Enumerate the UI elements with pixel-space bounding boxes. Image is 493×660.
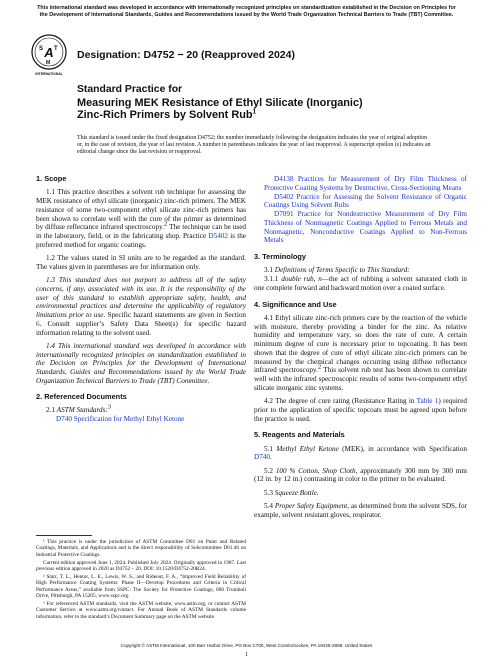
para-5-3: 5.3 Squeeze Bottle. [264, 488, 319, 497]
svg-text:M: M [46, 60, 51, 66]
ref-d5402[interactable]: D5402 Practice for Assessing the Solvent Resistance of Organic Coatings Using Solvent Rubs [264, 192, 467, 210]
section-1-heading: 1. Scope [36, 174, 67, 183]
right-column [254, 175, 467, 519]
para-3-1-1: 3.1.1 double rub, n—the act of rubbing a solvent saturated cloth in one complete forward and backward motion over a coated surface. [254, 275, 468, 292]
astm-logo [30, 31, 68, 85]
section-5-heading: 5. Reagents and Materials [254, 430, 345, 440]
para-5-2: 5.2 100 % Cotton, Shop Cloth, approximately 300 mm by 300 mm (12 in. by 12 in.) contrasting in color to the primer to be evaluated. [254, 466, 467, 484]
ref-d7091[interactable]: D7091 Practice for Nondestructive Measurement of Dry Film Thickness of Nonmagnetic Coatings Applied to Ferrous Metals and Nonmagnetic, Nonconductive Coatings Applied to Non-Ferrous Metals [264, 210, 467, 245]
para-4-1: 4.1 Ethyl silicate zinc-rich primers cure by the reaction of the vehicle with moisture, thereby providing a binder for the zinc. As relative humidity and temperature vary, so does the rate of cure. A certain minimum degree of cure is necessary prior to topcoating. It has been shown that the degree of cure of ethyl silicate zinc-rich primers can be measured by the chemical changes occurring using diffuse reflectance infrared spectroscopy.2 This solvent rub test has been shown to correlate well with the infrared spectroscopic results of some two-component ethyl silicate inorganic zinc systems. [254, 313, 467, 392]
link-d5402[interactable]: D5402 [208, 232, 228, 240]
section-3-heading: 3. Terminology [254, 252, 307, 261]
issued-note: This standard is issued under the fixed designation D4752; the number immediately following the designation indicates the year of original adoption or, in the case of revision, the year of last revision. A number in parentheses indicates the year of last reapproval. A superscript epsilon (ε) indicates an editorial change since the last revision or reapproval. [77, 135, 431, 156]
tbt-notice: This international standard was developed in accordance with internationally recognized principles on standardization established in the Decision on Principles for the Development of International Standards, Guides and Recommendations issued by the World Trade Organization Technical Barriers to Trade (TBT) Committee. [37, 5, 456, 18]
page-number: 1 [244, 651, 249, 658]
footnotes [36, 539, 246, 622]
ref-d740[interactable]: D740 Specification for Methyl Ethyl Ketone [56, 414, 185, 423]
title-line-1: Standard Practice for [77, 84, 183, 95]
para-1-2: 1.2 The values stated in SI units are to be regarded as the standard. The values given in parentheses are for information only. [36, 254, 246, 271]
svg-text:S: S [39, 46, 44, 52]
designation: Designation: D4752 − 20 (Reapproved 2024) [77, 49, 295, 61]
link-section-6[interactable]: 6 [36, 319, 40, 328]
footnote-divider [36, 535, 92, 536]
ref-d4138[interactable]: D4138 Practices for Measurement of Dry Film Thickness of Protective Coating Systems by Destructive, Cross-Sectioning Means [264, 175, 467, 192]
svg-text:T: T [54, 46, 58, 52]
section-2-heading: 2. Referenced Documents [36, 391, 127, 401]
para-1-1: 1.1 This practice describes a solvent rub technique for assessing the MEK resistance of ethyl silicate (inorganic) zinc-rich primers. The MEK resistance of some two-component ethyl silicate zinc-rich primers has been shown to correlate well with the cure of the primer as determined by diffuse reflectance infrared spectroscopy.2 The technique can be used in the laboratory, field, or in the fabricating shop. Practice D5402 is the preferred method for organic coatings. [36, 188, 246, 249]
logo-caption: INTERNATIONAL [35, 72, 63, 76]
title-line-2: Measuring MEK Resistance of Ethyl Silicate (Inorganic) [77, 96, 363, 109]
para-2-1: 2.1 ASTM Standards:3 [46, 403, 112, 414]
footnote-2: ² Starr, T. L., Hentor, L. E., Lewis, W. S., and Rideout, F. A., “Improved Field Reliability of High Performance Coating Systems: Phase II—Develop Procedures and Criteria in Critical Performance Areas,” available from SSPC: The Society for Protective Coatings, 800 Trumbull Drive, Pittsburgh, PA 15205, www.sspc.org. [36, 573, 246, 599]
link-table-1[interactable]: Table 1 [416, 397, 439, 405]
title-line-3 [77, 109, 437, 122]
left-column [36, 175, 246, 423]
footnote-1: ¹ This practice is under the jurisdiction of ASTM Committee D01 on Paint and Related Coatings, Materials, and Applications and is the direct responsibility of Subcommittee D01.46 on Industrial Protective Coatings. [36, 539, 246, 558]
document-title [77, 84, 437, 122]
para-3-1: 3.1 Definitions of Terms Specific to This Standard: [264, 266, 410, 275]
para-1-4: 1.4 This international standard was developed in accordance with internationally recognized principles on standardization established in the Decision on Principles for the Development of International Standards, Guides and Recommendations issued by the World Trade Organization Technical Barriers to Trade (TBT) Committee. [36, 341, 246, 385]
para-5-4: 5.4 Proper Safety Equipment, as determined from the solvent SDS, for example, solvent resistant gloves, respirator. [254, 501, 468, 519]
link-d740[interactable]: D740 [254, 453, 270, 462]
svg-text:A: A [44, 45, 54, 60]
para-4-2: 4.2 The degree of cure rating (Resistance Rating in Table 1) required prior to the application of specific topcoats must be agreed upon before the practice is used. [254, 397, 468, 423]
copyright-line: Copyright © ASTM International, 100 Barr Harbor Drive, PO Box C700, West Conshohocken, PA 19428-2959. United States [120, 643, 373, 648]
footnote-1b: Current edition approved June 1, 2024. Published July 2024. Originally approved in 1987. Last previous edition approved in 2020 as D4752 – 20. DOI: 10.1520/D4752-20R24. [36, 559, 246, 572]
footnote-3: ³ For referenced ASTM standards, visit the ASTM website, www.astm.org, or contact ASTM Customer Service at www.astm.org/contact. For Annual Book of ASTM Standards volume information, refer to the standard’s Document Summary page on the ASTM website. [36, 600, 246, 620]
section-4-heading: 4. Significance and Use [254, 299, 337, 309]
astm-logo-icon [30, 31, 68, 85]
para-1-3: 1.3 This standard does not purport to address all of the safety concerns, if any, associated with its use. It is the responsibility of the user of this standard to establish appropriate safety, health, and environmental practices and determine the applicability of regulatory limitations prior to use. Specific hazard statements are given in Section 6. Consult supplier’s Safety Data Sheet(s) for specific hazard information relating to the solvent used. [36, 276, 247, 337]
title-line-3-text: Zinc-Rich Primers by Solvent Rub [77, 109, 253, 122]
title-footnote-marker: 1 [252, 108, 257, 116]
para-5-1: 5.1 Methyl Ethyl Ketone (MEK), in accordance with Specification D740. [254, 444, 467, 462]
